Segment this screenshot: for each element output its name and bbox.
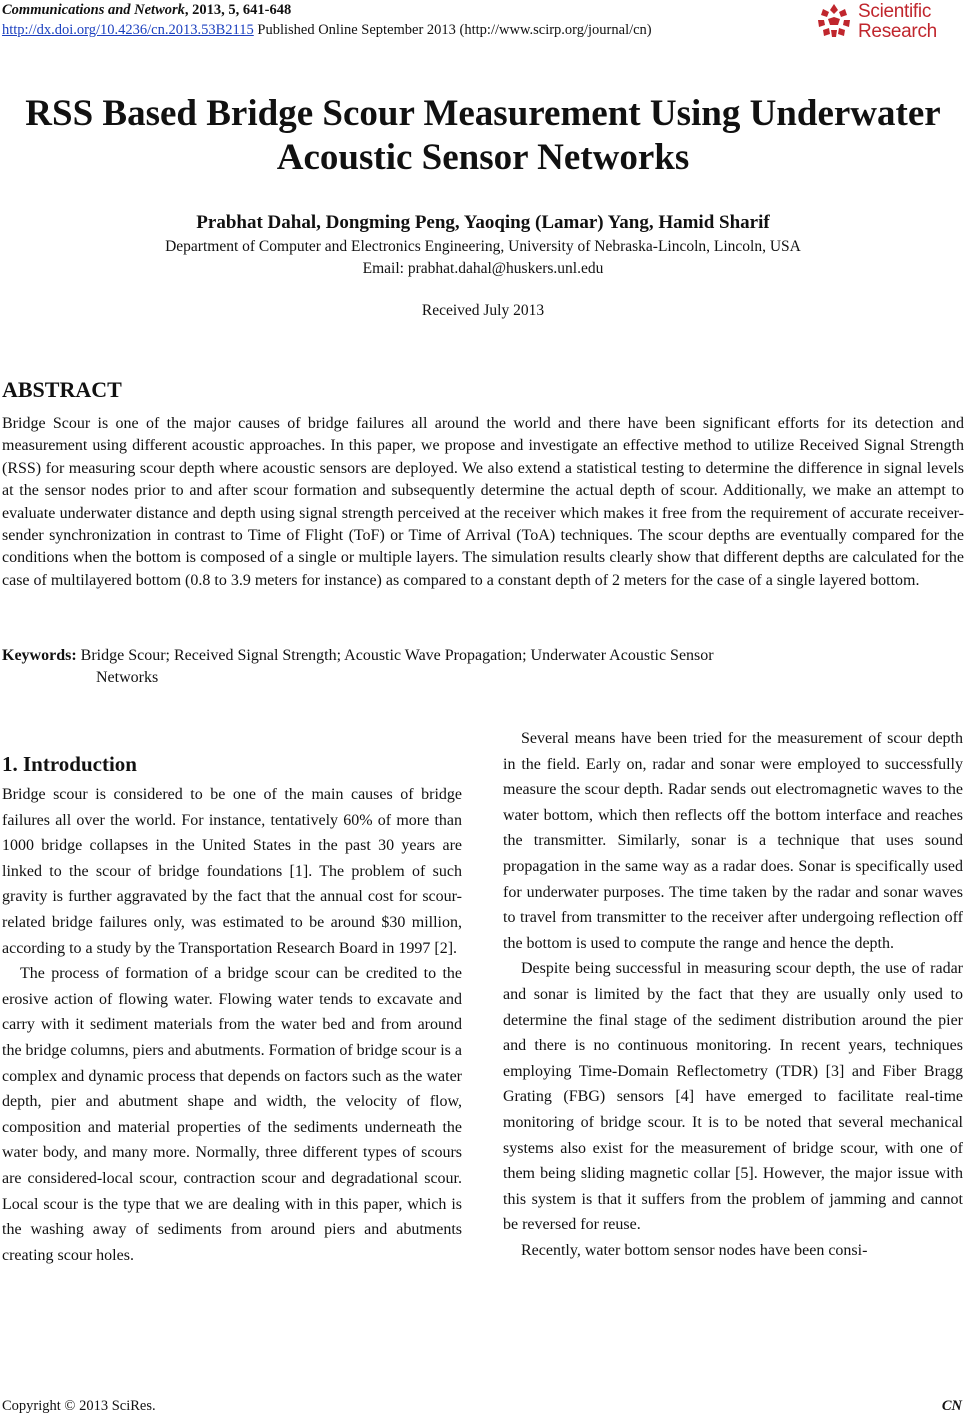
left-column <box>2 750 462 1268</box>
footer-journal-abbrev: CN <box>941 1398 962 1414</box>
journal-header <box>2 2 291 19</box>
received-date: Received July 2013 <box>421 302 545 319</box>
section-heading: 1. Introduction <box>2 752 137 776</box>
abstract-heading: ABSTRACT <box>2 377 122 402</box>
journal-name: Communications and Network <box>2 2 185 18</box>
doi-line <box>2 22 652 39</box>
title-line-2: Acoustic Sensor Networks <box>276 137 690 178</box>
intro-paragraph-2: The process of formation of a bridge scour can be credited to the erosive action of flowing water. Flowing water tends to excavate and carry with it sediment materials from the water bed and from around the bridge columns, piers and abutments. Formation of bridge scour is a complex and dynamic process that depends on factors such as the water depth, pier and abutment shape and width, the velocity of flow, composition and material properties of the sediments underneath the water body, and many more. Normally, three different types of scours are considered-local scour, contraction scour and degradational scour. Local scour is the type that we are dealing with in this paper, which is the washing away of sediments from around piers and abutments creating scour holes. <box>2 965 462 1264</box>
publisher-logo <box>814 2 964 44</box>
abstract-text: Bridge Scour is one of the major causes of bridge failures all around the world and there have been significant efforts for its detection and measurement using different acoustic approaches. In this paper, we propose and investigate an effective method to utilize Received Signal Strength (RSS) for measuring scour depth where acoustic sensors are deployed. We also extend a statistical testing to determine the difference in signal levels at the sensor nodes prior to and after scour formation and subsequently determine the actual depth of scour. Additionally, we make an attempt to evaluate underwater distance and depth using signal strength perceived at the receiver which makes it free from the requirement of accurate receiver-sender synchronization in contrast to Time of Flight (ToF) or Time of Arrival (ToA) techniques. The scour depths are eventually compared for the conditions when the bottom is composed of a single or multiple layers. The simulation results clearly show that different depths are calculated for the case of multilayered bottom (0.8 to 3.9 meters for instance) as compared to a constant depth of 2 meters for the case of a single layered bottom. <box>2 415 964 589</box>
title-line-1: RSS Based Bridge Scour Measurement Using Underwater <box>25 93 941 134</box>
keywords <box>2 645 964 667</box>
keywords-label: Keywords: <box>2 647 77 664</box>
published-text: Published Online September 2013 (http://www.scirp.org/journal/cn) <box>253 22 652 38</box>
email: Email: prabhat.dahal@huskers.unl.edu <box>362 260 604 277</box>
publisher-logo-text: Scientific Research <box>858 1 937 42</box>
footer-copyright: Copyright © 2013 SciRes. <box>2 1398 156 1414</box>
authors: Prabhat Dahal, Dongming Peng, Yaoqing (Lamar) Yang, Hamid Sharif <box>196 212 770 233</box>
right-column <box>503 726 963 1263</box>
affiliation: Department of Computer and Electronics Engineering, University of Nebraska-Lincoln, Lincoln, USA <box>165 238 801 255</box>
paper-title <box>0 92 966 180</box>
journal-volume-info: , 2013, 5, 641-648 <box>184 2 292 18</box>
publisher-logo-icon <box>814 2 854 44</box>
keywords-list: Bridge Scour; Received Signal Strength; Acoustic Wave Propagation; Underwater Acoustic Sensor <box>76 647 714 664</box>
intro-paragraph-3: Several means have been tried for the measurement of scour depth in the field. Early on, radar and sonar were employed to successfully measure the scour depth. Radar sends out electromagnetic waves to the water bottom, which then reflects off the bottom interface and reaches the transmitter. Similarly, sonar is a technique that uses sound propagation in the same way as a radar does. Sonar is specifically used for underwater purposes. The time taken by the radar and sonar waves to travel from transmitter to the receiver after undergoing reflection off the bottom is used to compute the range and hence the depth. <box>503 730 963 952</box>
intro-paragraph-5: Recently, water bottom sensor nodes have been consi- <box>521 1241 868 1259</box>
intro-paragraph-4: Despite being successful in measuring scour depth, the use of radar and sonar is limited by the fact that they are usually only used to determine the final stage of the sediment distribution around the pier and there is no continuous monitoring. In recent years, techniques employing Time-Domain Reflectometry (TDR) [3] and Fiber Bragg Grating (FBG) sensors [4] have emerged to facilitate real-time monitoring of bridge scour. It is to be noted that several mechanical systems also exist for the measurement of bridge scour, with one of them being sliding magnetic collar [5]. However, the major issue with this system is that it suffers from the problem of jamming and cannot be reversed for reuse. <box>503 960 963 1234</box>
keywords-list-continued: Networks <box>96 669 159 686</box>
intro-paragraph-1: Bridge scour is considered to be one of the main causes of bridge failures all over the world. For instance, tentatively 60% of more than 1000 bridge collapses in the United States in the past 30 years are linked to the scour of bridge foundations [1]. The problem of such gravity is further aggravated by the fact that the annual cost for scour-related bridge failures only, was estimated to be around $30 million, according to a study by the Transportation Research Board in 1997 [2]. <box>2 786 462 957</box>
doi-link[interactable]: http://dx.doi.org/10.4236/cn.2013.53B2115 <box>2 22 254 38</box>
